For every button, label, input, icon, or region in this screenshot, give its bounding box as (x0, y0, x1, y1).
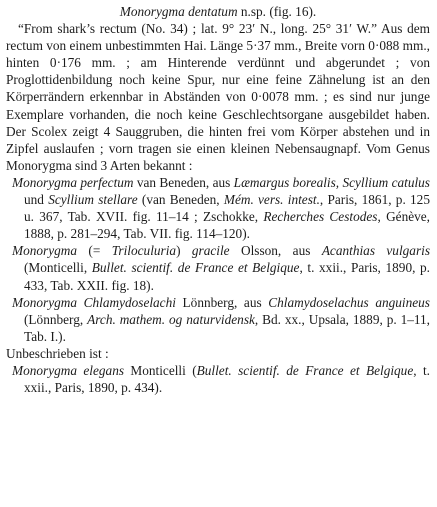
entry-text: , Paris, 1861, p. 125 u. 367, Tab. XVII. fig. 11–14 ; Zschokke, (24, 192, 430, 225)
entry-text: Olsson, aus (229, 243, 322, 259)
entry-host: Chlamydoselachus anguineus (268, 294, 430, 310)
species-name: Monorygma dentatum (119, 4, 238, 19)
entry-reference: Recherches Cestodes (263, 209, 378, 225)
entry-species: Monorygma (12, 243, 77, 259)
entry-text: (= (77, 243, 112, 259)
entry-species: Monorygma elegans (12, 362, 125, 378)
entry-synonym: Triloculuria (111, 243, 177, 259)
entry-host: Scyllium stellare (48, 192, 138, 208)
entry-text: , t. xxii., Paris, 1890, p. 434). (24, 362, 430, 396)
entry-species: Monorygma perfectum (12, 174, 134, 190)
entry-reference: Bullet. scientif. de France et Belgique (91, 260, 300, 276)
entry-text: (Lönnberg, (24, 311, 88, 327)
species-entry-chlamydoselachi (6, 294, 430, 345)
title-rest: n.sp. (fig. 16). (237, 4, 317, 19)
entry-reference: Bullet. scientif. de France et Belgique (196, 362, 414, 378)
species-entry-gracile (6, 242, 430, 293)
entry-text: , t. xxii., Paris, 1890, p. 433, Tab. XXII. fig. 18). (24, 260, 431, 293)
entry-reference: Arch. mathem. og naturvidensk (87, 311, 255, 327)
unbeschrieben-label: Unbeschrieben ist : (6, 345, 109, 361)
section-title (6, 3, 430, 20)
entry-text: van Beneden, aus (133, 174, 234, 190)
entry-text: und (24, 192, 49, 208)
entry-host: Læmargus borealis, Scyllium catulus (233, 174, 430, 190)
entry-text: , Bd. xx., Upsala, 1889, p. 1–11, Tab. I.). (24, 311, 430, 344)
intro-paragraph: “From shark’s rectum (No. 34) ; lat. 9° 23′ N., long. 25° 31′ W.” Aus dem rectum von einem unbestimmten Hai. Länge 5·37 mm., Breite vorn 0·088 mm., hinten 0·176 mm. ; am Hinterende verdünnt und abgerundet ; von Proglottidenbildung noch keine Spur, nur eine feine Zähnelung ist an den Körperrändern erkennbar in Abständen von 0·0078 mm. ; es sind nur junge Exemplare vorhanden, die noch keine Geschlechtsorgane ausgebildet haben. Der Scolex zeigt 4 Sauggruben, die hinten frei vom Körper abstehen und in Zipfel auslaufen ; vorn tragen sie einen kleinen Nebensaugnapf. Vom Genus Monorygma sind 3 Arten bekannt : (6, 21, 430, 173)
entry-species: gracile (191, 243, 230, 259)
entry-text: (Monticelli, (24, 260, 92, 276)
entry-species: Monorygma Chlamydoselachi (12, 294, 176, 310)
entry-reference: Mém. vers. intest. (223, 192, 320, 208)
species-entry-elegans (6, 362, 430, 396)
entry-text: (van Beneden, (137, 192, 224, 208)
entry-text: , Génève, 1888, p. 281–294, Tab. VII. fig. 114–120). (24, 209, 430, 242)
entry-host: Acanthias vulgaris (321, 243, 430, 259)
species-entry-perfectum (6, 174, 430, 242)
entry-text: Lönnberg, aus (175, 294, 269, 310)
entry-text: Monticelli ( (124, 362, 197, 378)
entry-text: ) (176, 243, 192, 259)
